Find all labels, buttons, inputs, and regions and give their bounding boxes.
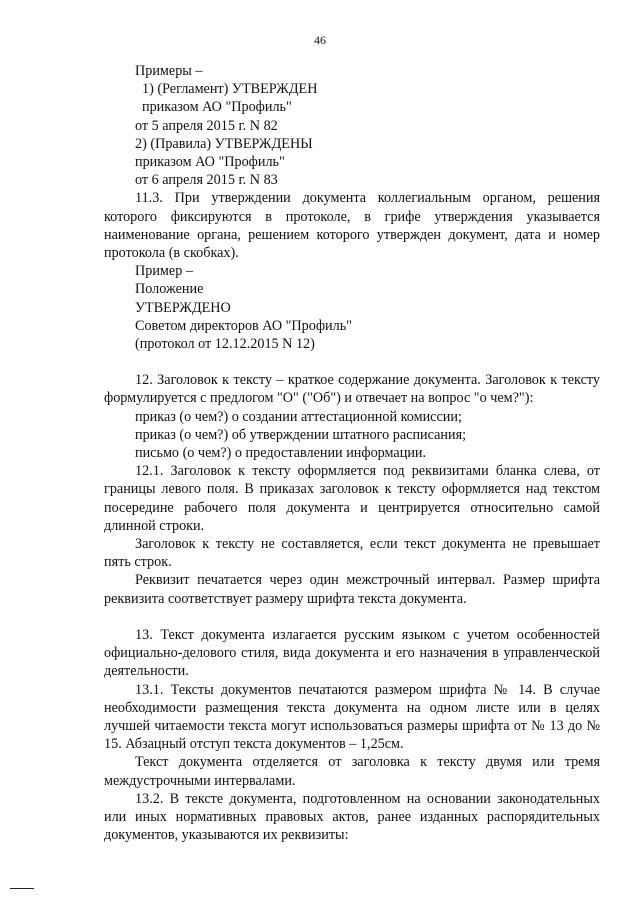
paragraph-13-2: 13.2. В тексте документа, подготовленном на основании законодательных или иных нормативных правовых актов, ранее изданных распорядительных документов, указываются их реквизиты: — [104, 790, 600, 844]
paragraph-12: 12. Заголовок к тексту – краткое содержание документа. Заголовок к тексту формулируется с предлогом "О" ("Об") и отвечает на вопрос "о чем?"): — [104, 372, 600, 407]
paragraph-11-3: 11.3. При утверждении документа коллегиальным органом, решения которого фиксируются в протоколе, в грифе утверждения указывается наименование органа, решением которого утвержден документ, дата и номер протокола (в скобках). — [104, 190, 600, 262]
paragraph-12-1-c: Реквизит печатается через один межстрочный интервал. Размер шрифта реквизита соответствует размеру шрифта текста документа. — [104, 572, 600, 607]
example-2-line-3: от 6 апреля 2015 г. N 83 — [135, 172, 278, 189]
example-line-4: Советом директоров АО "Профиль" — [135, 317, 352, 334]
p12-example-2: приказ (о чем?) об утверждении штатного расписания; — [135, 426, 467, 443]
examples-heading: Примеры – — [135, 63, 203, 79]
example-line-2: Положение — [135, 281, 204, 298]
example-heading: Пример – — [135, 263, 193, 280]
document-body — [104, 62, 600, 844]
paragraph-12-1-b: Заголовок к тексту не составляется, если текст документа не превышает пять строк. — [104, 536, 600, 571]
example-line-5: (протокол от 12.12.2015 N 12) — [135, 336, 315, 353]
paragraph-12-1: 12.1. Заголовок к тексту оформляется под реквизитами бланка слева, от границы левого поля. В приказах заголовок к тексту оформляется над текстом посередине рабочего поля документа и центрируется относительно самой длинной строки. — [104, 463, 600, 534]
example-1-line-1: 1) (Регламент) УТВЕРЖДЕН — [142, 81, 318, 98]
example-single — [104, 262, 600, 353]
example-line-3: УТВЕРЖДЕНО — [135, 299, 231, 316]
example-1-line-3: от 5 апреля 2015 г. N 82 — [135, 117, 278, 134]
example-1-line-2: приказом АО "Профиль" — [142, 99, 292, 116]
page-number: 46 — [314, 33, 326, 47]
p12-example-1: приказ (о чем?) о создании аттестационной комиссии; — [135, 408, 462, 425]
paragraph-13: 13. Текст документа излагается русским языком с учетом особенностей официально-делового стиля, вида документа и его назначения в управленческой деятельности. — [104, 626, 600, 680]
spacer — [104, 353, 600, 371]
paragraph-13-1-b: Текст документа отделяется от заголовка к тексту двумя или тремя междустрочными интервалами. — [104, 754, 600, 789]
examples-block — [104, 62, 600, 189]
example-2-line-2: приказом АО "Профиль" — [135, 154, 285, 171]
footnote-rule — [10, 888, 34, 889]
paragraph-13-1: 13.1. Тексты документов печатаются размером шрифта № 14. В случае необходимости размещения текста документа на одном листе или в целях лучшей читаемости текста могут использоваться размеры шрифта от № 13 до № 15. Абзацный отступ текста документов – 1,25см. — [104, 681, 600, 753]
p12-example-3: письмо (о чем?) о предоставлении информации. — [135, 445, 427, 462]
spacer — [104, 608, 600, 626]
example-2-line-1: 2) (Правила) УТВЕРЖДЕНЫ — [135, 135, 313, 152]
